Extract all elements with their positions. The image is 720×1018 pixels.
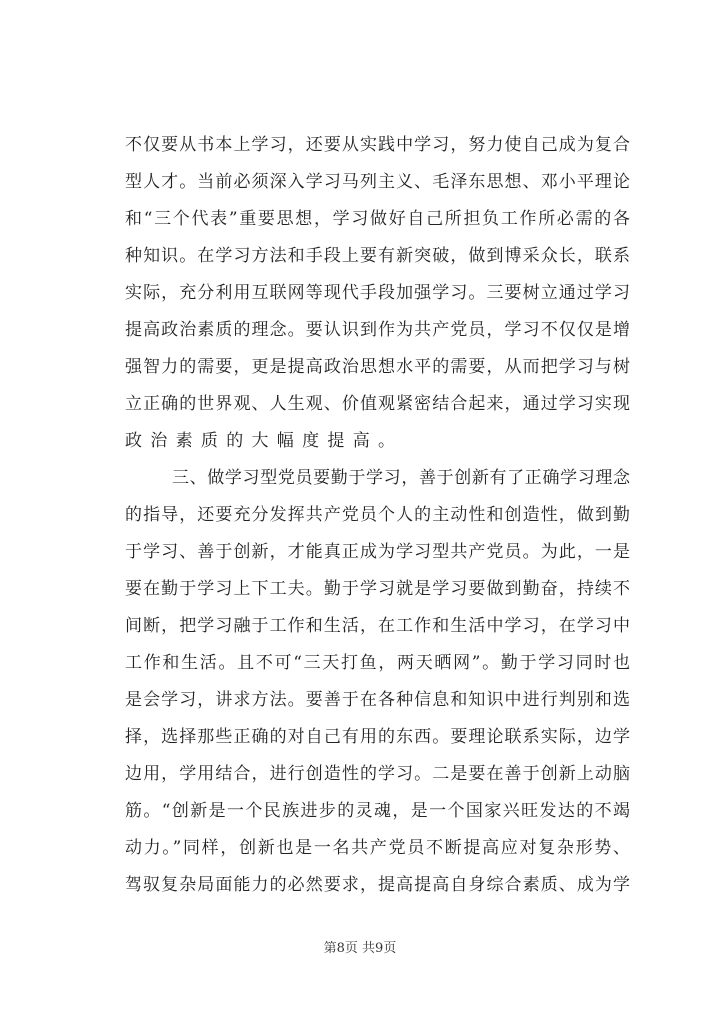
- text-line: 边用，学用结合，进行创造性的学习。二是要在善于创新上动脑: [125, 764, 630, 784]
- text-line: 种知识。在学习方法和手段上要有新突破，做到博采众长，联系: [125, 246, 630, 266]
- text-line: 是会学习，讲求方法。要善于在各种信息和知识中进行判别和选: [125, 690, 630, 710]
- paragraph: [125, 127, 630, 460]
- text-line: 驾驭复杂局面能力的必然要求，提高提高自身综合素质、成为学: [125, 875, 630, 895]
- text-line: 提高政治素质的理念。要认识到作为共产党员，学习不仅仅是增: [125, 320, 630, 340]
- text-line: 不仅要从书本上学习，还要从实践中学习，努力使自己成为复合: [125, 135, 630, 155]
- text-line: 要在勤于学习上下工夫。勤于学习就是学习要做到勤奋，持续不: [125, 579, 630, 599]
- text-line: 立正确的世界观、人生观、价值观紧密结合起来，通过学习实现: [125, 394, 630, 414]
- text-line: 和“三个代表”重要思想，学习做好自己所担负工作所必需的各: [125, 209, 630, 229]
- text-line: 筋。“创新是一个民族进步的灵魂，是一个国家兴旺发达的不竭: [125, 801, 630, 821]
- paragraph: [125, 460, 630, 904]
- text-line: 动力。”同样，创新也是一名共产党员不断提高应对复杂形势、: [125, 838, 630, 858]
- document-body: [125, 127, 630, 904]
- text-line: 强智力的需要，更是提高政治思想水平的需要，从而把学习与树: [125, 357, 630, 377]
- text-line: 择，选择那些正确的对自己有用的东西。要理论联系实际，边学: [125, 727, 630, 747]
- text-line: 实际，充分利用互联网等现代手段加强学习。三要树立通过学习: [125, 283, 630, 303]
- text-line: 三、做学习型党员要勤于学习，善于创新有了正确学习理念: [172, 468, 630, 488]
- text-line: 政治素质的大幅度提高。: [125, 431, 404, 451]
- text-line: 于学习、善于创新，才能真正成为学习型共产党员。为此，一是: [125, 542, 630, 562]
- text-line: 间断，把学习融于工作和生活，在工作和生活中学习，在学习中: [125, 616, 630, 636]
- page-number-footer: 第8页 共9页: [323, 941, 397, 956]
- text-line: 工作和生活。且不可“三天打鱼，两天晒网”。勤于学习同时也: [125, 653, 630, 673]
- text-line: 的指导，还要充分发挥共产党员个人的主动性和创造性，做到勤: [125, 505, 630, 525]
- text-line: 型人才。当前必须深入学习马列主义、毛泽东思想、邓小平理论: [125, 172, 630, 192]
